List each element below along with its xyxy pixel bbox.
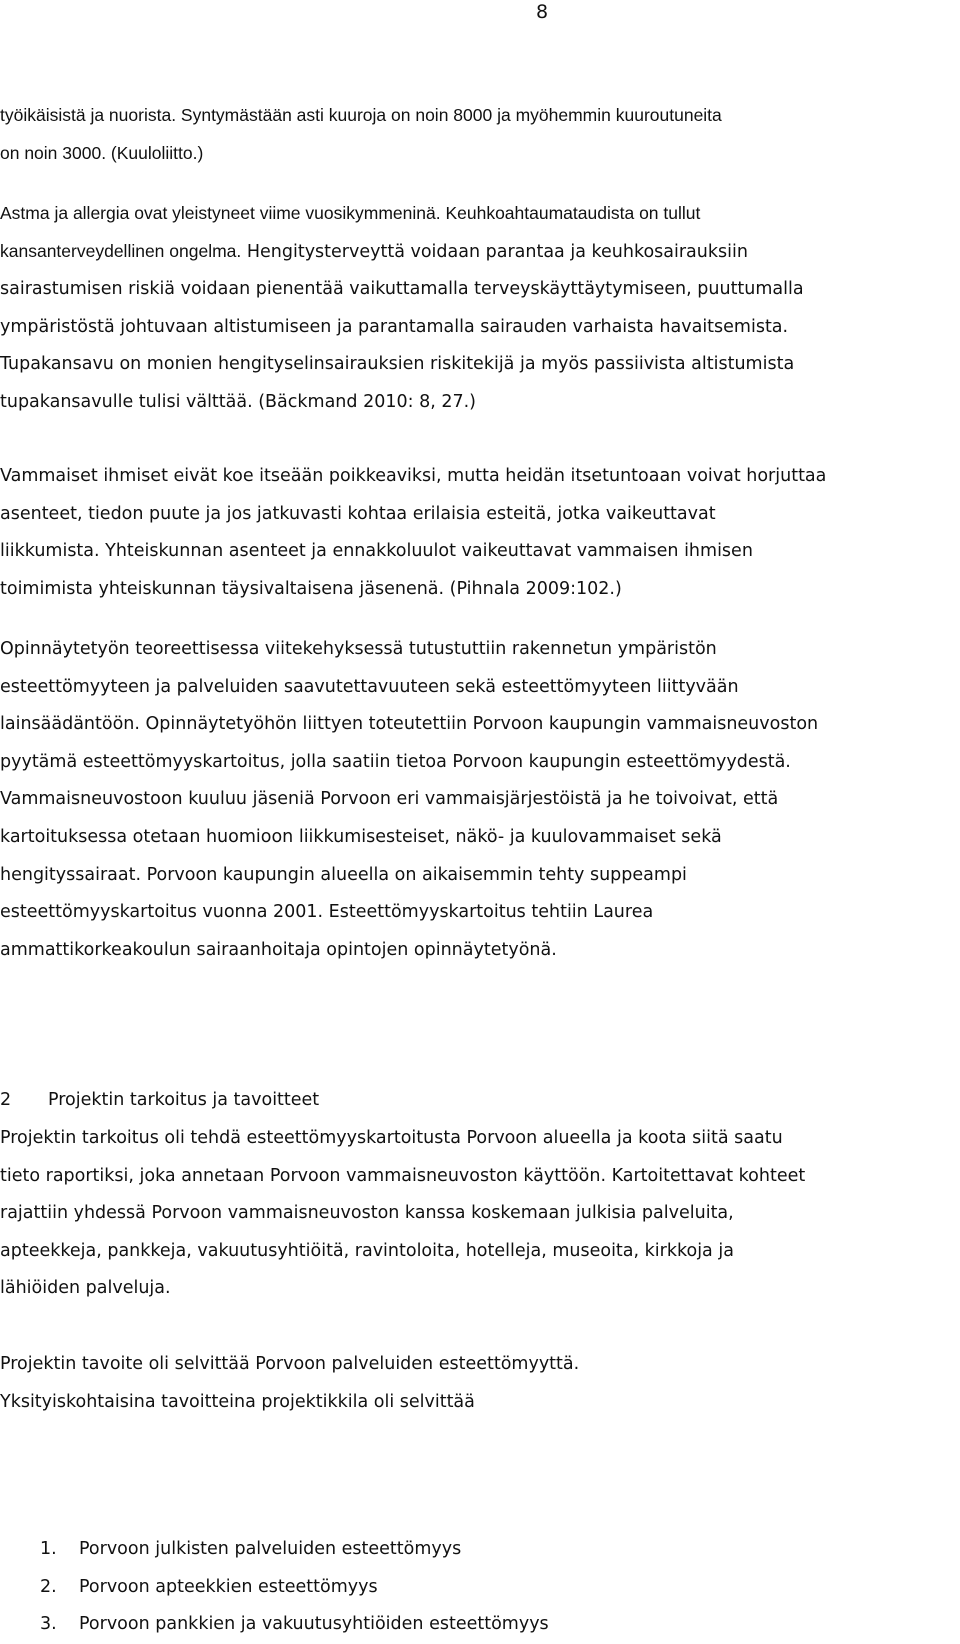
text-fragment: kansanterveydellinen ongelma. <box>0 240 242 261</box>
paragraph-thesis-framework <box>0 631 956 969</box>
text-line: liikkumista. Yhteiskunnan asenteet ja ennakkoluulot vaikeuttavat vammaisen ihmisen <box>0 541 753 562</box>
text-line: hengityssairaat. Porvoon kaupungin alueella on aikaisemmin tehty suppeampi <box>0 864 687 885</box>
text-line: toimimista yhteiskunnan täysivaltaisena jäsenenä. (Pihnala 2009:102.) <box>0 578 622 599</box>
text-line: rajattiin yhdessä Porvoon vammaisneuvoston kanssa koskemaan julkisia palveluita, <box>0 1203 734 1224</box>
list-item-number: 2. <box>40 1576 57 1597</box>
text-line: asenteet, tiedon puute ja jos jatkuvasti kohtaa erilaisia esteitä, jotka vaikeuttavat <box>0 503 716 524</box>
section-title: Projektin tarkoitus ja tavoitteet <box>48 1090 320 1110</box>
text-fragment: Hengitysterveyttä voidaan parantaa ja keuhkosairauksiin <box>241 241 748 262</box>
text-line: Projektin tarkoitus oli tehdä esteettömyyskartoitusta Porvoon alueella ja koota siitä saatu <box>0 1128 783 1148</box>
section-number: 2 <box>0 1090 12 1110</box>
text-line: esteettömyyteen ja palveluiden saavutettavuuteen sekä esteettömyyteen liittyvään <box>0 676 739 697</box>
paragraph-hearing-statistics <box>0 97 956 172</box>
list-item <box>40 1606 549 1644</box>
text-line: on noin 3000. (Kuuloliitto.) <box>0 142 204 163</box>
text-line: lähiöiden palveluja. <box>0 1278 171 1299</box>
paragraph-respiratory-health <box>0 195 956 422</box>
text-line: Vammaisneuvostoon kuuluu jäseniä Porvoon eri vammaisjärjestöistä ja he toivoivat, että <box>0 789 779 810</box>
text-line: lainsäädäntöön. Opinnäytetyöhön liittyen toteutettiin Porvoon kaupungin vammaisneuvoston <box>0 714 819 735</box>
text-line: sairastumisen riskiä voidaan pienentää vaikuttamalla terveyskäyttäytymiseen, puuttumalla <box>0 279 804 300</box>
list-item <box>40 1531 549 1569</box>
text-line: pyytämä esteettömyyskartoitus, jolla saatiin tietoa Porvoon kaupungin esteettömyydestä. <box>0 751 791 772</box>
text-line: tupakansavulle tulisi välttää. (Bäckmand 2010: 8, 27.) <box>0 391 476 412</box>
list-item-text: Porvoon julkisten palveluiden esteettömyys <box>79 1539 462 1559</box>
text-line: Projektin tavoite oli selvittää Porvoon palveluiden esteettömyyttä. <box>0 1354 580 1374</box>
page-number: 8 <box>536 1 549 23</box>
text-line: Vammaiset ihmiset eivät koe itseään poikkeaviksi, mutta heidän itsetuntoaan voivat horjuttaa <box>0 466 827 486</box>
text-line: ympäristöstä johtuvaan altistumiseen ja parantamalla sairauden varhaista havaitsemista. <box>0 316 789 337</box>
text-line: Astma ja allergia ovat yleistyneet viime vuosikymmeninä. Keuhkoahtaumataudista on tullut <box>0 203 701 223</box>
text-line: Yksityiskohtaisina tavoitteina projektikkila oli selvittää <box>0 1391 475 1412</box>
text-line: työikäisistä ja nuorista. Syntymästään asti kuuroja on noin 8000 ja myöhemmin kuuroutuneita <box>0 105 722 125</box>
list-item-number: 3. <box>40 1614 57 1635</box>
section-heading <box>0 1082 319 1120</box>
text-line: kartoituksessa otetaan huomioon liikkumisesteiset, näkö- ja kuulovammaiset sekä <box>0 826 722 847</box>
text-line: apteekkeja, pankkeja, vakuutusyhtiöitä, ravintoloita, hotelleja, museoita, kirkkoja ja <box>0 1240 734 1261</box>
list-item-number: 1. <box>40 1539 57 1559</box>
paragraph-disabled-attitudes <box>0 458 956 608</box>
text-line: tieto raportiksi, joka annetaan Porvoon vammaisneuvoston käyttöön. Kartoitettavat kohteet <box>0 1165 806 1186</box>
text-line: Opinnäytetyön teoreettisessa viitekehyksessä tutustuttiin rakennetun ympäristön <box>0 639 717 659</box>
goals-list <box>40 1531 549 1644</box>
text-line: ammattikorkeakoulun sairaanhoitaja opintojen opinnäytetyönä. <box>0 939 557 960</box>
list-item <box>40 1569 549 1607</box>
paragraph-project-purpose <box>0 1120 956 1308</box>
paragraph-project-goal <box>0 1346 956 1421</box>
text-line: esteettömyyskartoitus vuonna 2001. Esteettömyyskartoitus tehtiin Laurea <box>0 902 654 923</box>
text-line: Tupakansavu on monien hengityselinsairauksien riskitekijä ja myös passiivista altistumista <box>0 354 795 375</box>
list-item-text: Porvoon apteekkien esteettömyys <box>79 1576 378 1597</box>
list-item-text: Porvoon pankkien ja vakuutusyhtiöiden esteettömyys <box>79 1614 549 1635</box>
text-line <box>0 233 956 272</box>
